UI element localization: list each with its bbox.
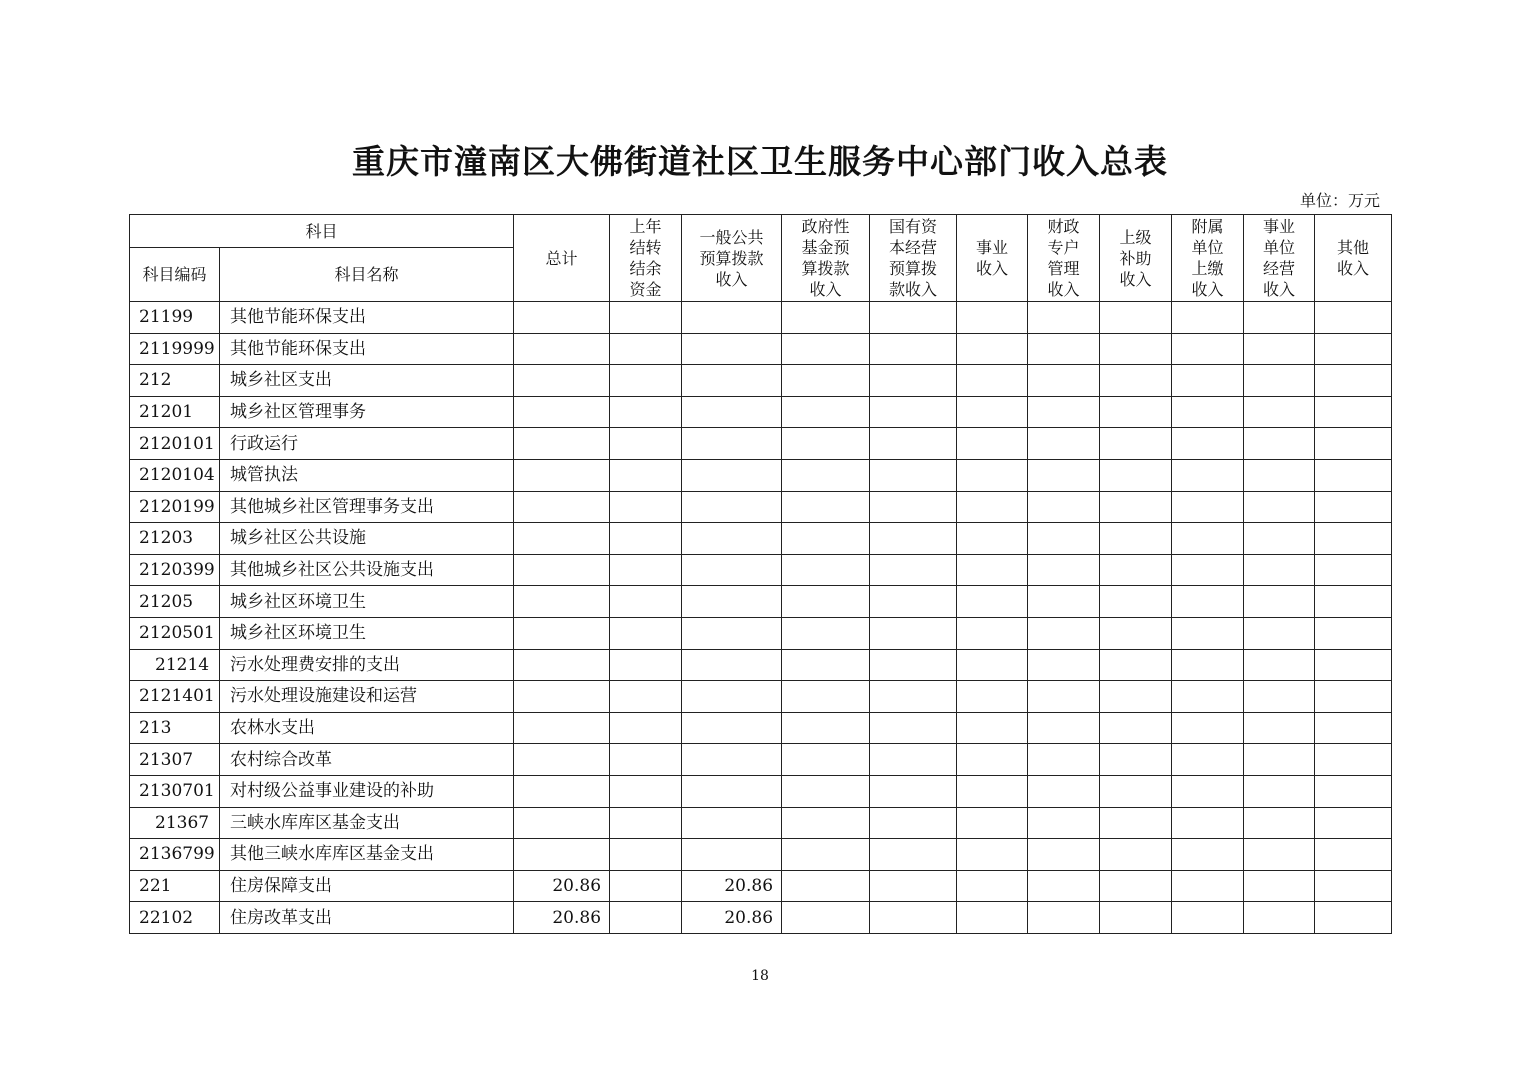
- general-budget-cell: [682, 775, 782, 807]
- header-state-capital: 国有资 本经营 预算拨 款收入: [870, 215, 957, 302]
- subject-name: 住房改革支出: [220, 902, 514, 934]
- subject-name: 城乡社区管理事务: [220, 396, 514, 428]
- total-cell: [514, 617, 610, 649]
- table-row: [130, 681, 1392, 713]
- total-cell: 20.86: [514, 902, 610, 934]
- total-cell: [514, 302, 610, 334]
- subject-name: 城乡社区支出: [220, 365, 514, 397]
- general-budget-cell: [682, 681, 782, 713]
- general-budget-cell: 20.86: [682, 870, 782, 902]
- total-cell: [514, 681, 610, 713]
- header-superior-subsidy: 上级 补助 收入: [1100, 215, 1172, 302]
- total-cell: [514, 839, 610, 871]
- table-row: [130, 649, 1392, 681]
- table-row: [130, 554, 1392, 586]
- total-cell: [514, 396, 610, 428]
- subject-name: 其他节能环保支出: [220, 333, 514, 365]
- subject-code: 2120399: [130, 554, 220, 586]
- table-row: [130, 428, 1392, 460]
- subject-name: 城管执法: [220, 459, 514, 491]
- table-row: [130, 712, 1392, 744]
- table-row: [130, 586, 1392, 618]
- subject-name: 污水处理费安排的支出: [220, 649, 514, 681]
- table-row: [130, 807, 1392, 839]
- general-budget-cell: [682, 428, 782, 460]
- subject-code: 2120501: [130, 617, 220, 649]
- subject-name: 其他城乡社区管理事务支出: [220, 491, 514, 523]
- subject-code: 21203: [130, 523, 220, 555]
- header-business-income: 事业 收入: [957, 215, 1028, 302]
- table-row: [130, 744, 1392, 776]
- subject-name: 农林水支出: [220, 712, 514, 744]
- general-budget-cell: [682, 807, 782, 839]
- subject-code: 2120104: [130, 459, 220, 491]
- header-total: 总计: [514, 215, 610, 302]
- subject-code: 2119999: [130, 333, 220, 365]
- total-cell: [514, 649, 610, 681]
- subject-code: 21205: [130, 586, 220, 618]
- header-name: 科目名称: [220, 248, 514, 302]
- subject-code: 22102: [130, 902, 220, 934]
- header-carryover: 上年 结转 结余 资金: [610, 215, 682, 302]
- subject-name: 三峡水库库区基金支出: [220, 807, 514, 839]
- total-cell: [514, 744, 610, 776]
- subject-name: 农村综合改革: [220, 744, 514, 776]
- subject-code: 2136799: [130, 839, 220, 871]
- header-subject-group: 科目: [130, 215, 514, 248]
- total-cell: [514, 807, 610, 839]
- general-budget-cell: [682, 554, 782, 586]
- general-budget-cell: [682, 459, 782, 491]
- subject-code: 21214: [130, 649, 220, 681]
- subject-name: 其他节能环保支出: [220, 302, 514, 334]
- table-row: [130, 302, 1392, 334]
- table-row: [130, 491, 1392, 523]
- general-budget-cell: [682, 523, 782, 555]
- table-row: [130, 333, 1392, 365]
- table-row: [130, 617, 1392, 649]
- general-budget-cell: 20.86: [682, 902, 782, 934]
- subject-name: 城乡社区环境卫生: [220, 586, 514, 618]
- general-budget-cell: [682, 302, 782, 334]
- table-row: [130, 459, 1392, 491]
- subject-code: 21367: [130, 807, 220, 839]
- table-row: [130, 775, 1392, 807]
- total-cell: 20.86: [514, 870, 610, 902]
- total-cell: [514, 586, 610, 618]
- total-cell: [514, 459, 610, 491]
- total-cell: [514, 333, 610, 365]
- general-budget-cell: [682, 839, 782, 871]
- general-budget-cell: [682, 491, 782, 523]
- table-row: [130, 870, 1392, 902]
- subject-code: 2120101: [130, 428, 220, 460]
- subject-name: 行政运行: [220, 428, 514, 460]
- table-header: [130, 215, 1392, 302]
- subject-name: 城乡社区公共设施: [220, 523, 514, 555]
- subject-name: 城乡社区环境卫生: [220, 617, 514, 649]
- subject-name: 住房保障支出: [220, 870, 514, 902]
- header-general-budget: 一般公共 预算拨款 收入: [682, 215, 782, 302]
- table-row: [130, 396, 1392, 428]
- subject-code: 2121401: [130, 681, 220, 713]
- general-budget-cell: [682, 649, 782, 681]
- subject-code: 21307: [130, 744, 220, 776]
- header-other-income: 其他 收入: [1315, 215, 1392, 302]
- total-cell: [514, 712, 610, 744]
- header-fiscal-special: 财政 专户 管理 收入: [1028, 215, 1100, 302]
- table-row: [130, 523, 1392, 555]
- total-cell: [514, 554, 610, 586]
- subject-name: 其他三峡水库库区基金支出: [220, 839, 514, 871]
- unit-label: 单位：万元: [1299, 191, 1380, 210]
- total-cell: [514, 428, 610, 460]
- header-affiliated: 附属 单位 上缴 收入: [1172, 215, 1244, 302]
- table-row: [130, 902, 1392, 934]
- table-row: [130, 839, 1392, 871]
- general-budget-cell: [682, 586, 782, 618]
- page-number: 18: [751, 968, 769, 984]
- page-title: 重庆市潼南区大佛街道社区卫生服务中心部门收入总表: [352, 142, 1168, 181]
- subject-name: 污水处理设施建设和运营: [220, 681, 514, 713]
- general-budget-cell: [682, 744, 782, 776]
- general-budget-cell: [682, 712, 782, 744]
- subject-name: 对村级公益事业建设的补助: [220, 775, 514, 807]
- subject-code: 21201: [130, 396, 220, 428]
- general-budget-cell: [682, 396, 782, 428]
- header-gov-fund: 政府性 基金预 算拨款 收入: [782, 215, 870, 302]
- income-summary-table: [129, 214, 1392, 934]
- general-budget-cell: [682, 333, 782, 365]
- subject-code: 2120199: [130, 491, 220, 523]
- total-cell: [514, 365, 610, 397]
- total-cell: [514, 523, 610, 555]
- general-budget-cell: [682, 365, 782, 397]
- subject-code: 2130701: [130, 775, 220, 807]
- subject-code: 213: [130, 712, 220, 744]
- total-cell: [514, 775, 610, 807]
- total-cell: [514, 491, 610, 523]
- subject-name: 其他城乡社区公共设施支出: [220, 554, 514, 586]
- general-budget-cell: [682, 617, 782, 649]
- header-operating: 事业 单位 经营 收入: [1244, 215, 1315, 302]
- subject-code: 212: [130, 365, 220, 397]
- table-row: [130, 365, 1392, 397]
- header-code: 科目编码: [130, 248, 220, 302]
- subject-code: 21199: [130, 302, 220, 334]
- subject-code: 221: [130, 870, 220, 902]
